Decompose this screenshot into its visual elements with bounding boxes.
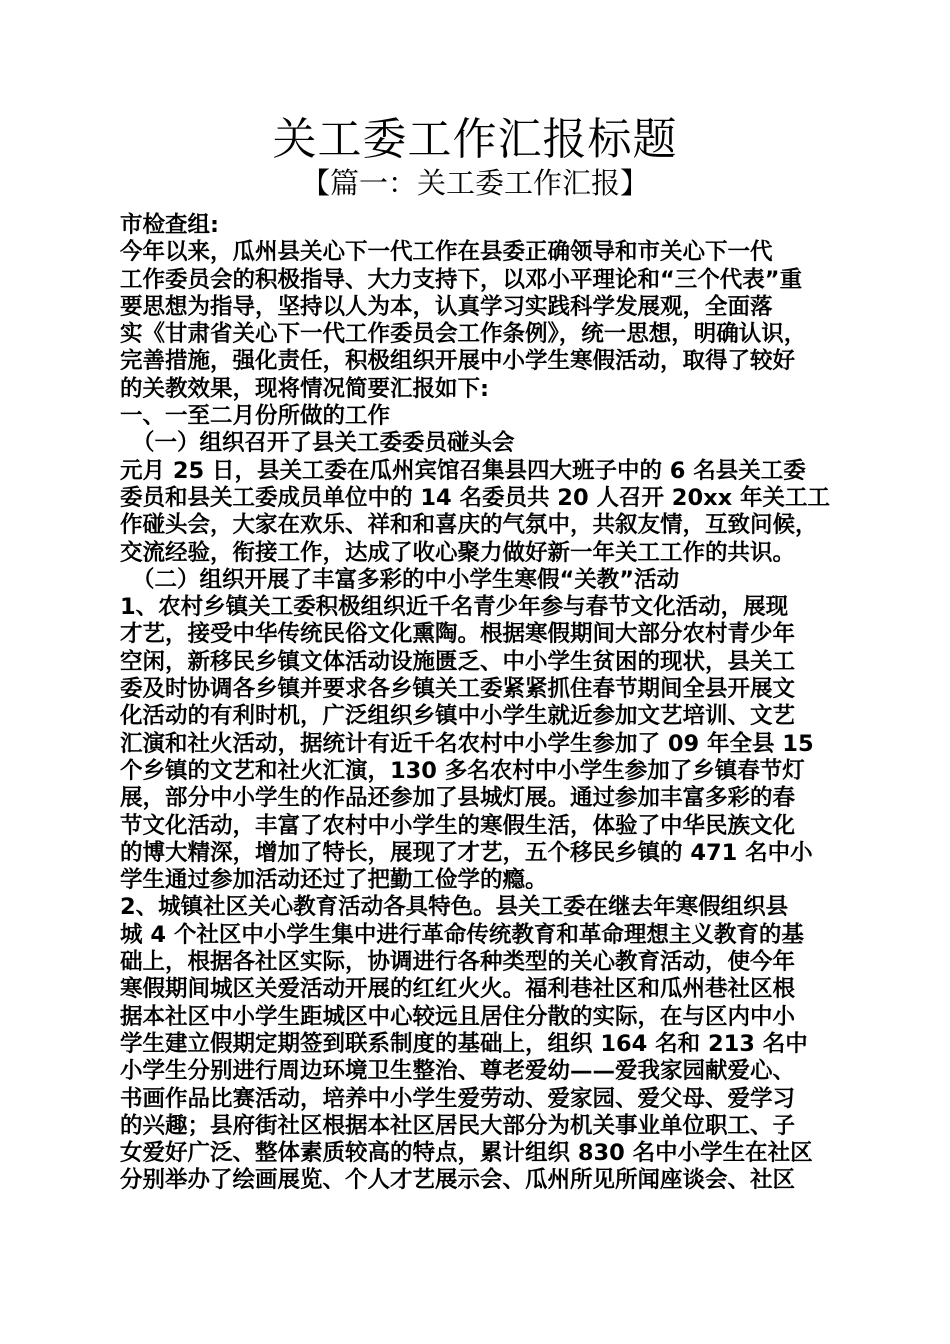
text-line: 1、农村乡镇关工委积极组织近千名青少年参与春节文化活动，展现 [120, 594, 789, 621]
text-line: 的关教效果，现将情况简要汇报如下: [120, 375, 489, 402]
text-line: 学生建立假期定期签到联系制度的基础上，组织 164 名和 213 名中 [120, 1030, 808, 1057]
text-line: 化活动的有利时机，广泛组织乡镇中小学生就近参加文艺培训、文艺 [120, 703, 796, 730]
document-title: 关工委工作汇报标题 [272, 114, 678, 165]
document-body [116, 212, 836, 1195]
text-line: 完善措施，强化责任，积极组织开展中小学生寒假活动，取得了较好 [120, 348, 796, 375]
text-line: 女爱好广泛、整体素质较高的特点，累计组织 830 名中小学生在社区 [120, 1140, 813, 1167]
text-line: 城 4 个社区中小学生集中进行革命传统教育和革命理想主义教育的基 [120, 921, 804, 948]
text-line: 的博大精深，增加了特长，展现了才艺，五个移民乡镇的 471 名中小 [120, 839, 813, 866]
text-line: 才艺，接受中华传统民俗文化熏陶。根据寒假期间大部分农村青少年 [120, 621, 796, 648]
text-line: 今年以来，瓜州县关心下一代工作在县委正确领导和市关心下一代 [120, 239, 773, 266]
text-line: 节文化活动，丰富了农村中小学生的寒假生活，体验了中华民族文化 [120, 812, 796, 839]
text-line: 2、城镇社区关心教育活动各具特色。县关工委在继去年寒假组织县 [120, 894, 789, 921]
text-line: 交流经验，衔接工作，达成了收心聚力做好新一年关工工作的共识。 [120, 539, 796, 566]
text-line: 寒假期间城区关爱活动开展的红红火火。福利巷社区和瓜州巷社区根 [120, 976, 796, 1003]
text-line: 空闲，新移民乡镇文体活动设施匮乏、中小学生贫困的现状，县关工 [120, 648, 796, 675]
text-line: 书画作品比赛活动，培养中小学生爱劳动、爱家园、爱父母、爱学习 [120, 1085, 796, 1112]
text-line: 要思想为指导，坚持以人为本，认真学习实践科学发展观，全面落 [120, 293, 773, 320]
document-subtitle: 【篇一：关工委工作汇报】 [300, 166, 649, 200]
text-line: 委及时协调各乡镇并要求各乡镇关工委紧紧抓住春节期间全县开展文 [120, 676, 796, 703]
text-line: 小学生分别进行周边环境卫生整治、尊老爱幼——爱我家园献爱心、 [120, 1058, 796, 1085]
text-line: （二）组织开展了丰富多彩的中小学生寒假“关教”活动 [132, 566, 680, 593]
text-line: 委员和县关工委成员单位中的 14 名委员共 20 人召开 20xx 年关工工 [120, 484, 830, 511]
text-line: 实《甘肃省关心下一代工作委员会工作条例》，统一思想，明确认识， [120, 321, 807, 348]
text-line: 元月 25 日，县关工委在瓜州宾馆召集县四大班子中的 6 名县关工委 [120, 457, 806, 484]
text-line: 市检查组: [120, 212, 219, 238]
text-line: 展，部分中小学生的作品还参加了县城灯展。通过参加丰富多彩的春 [120, 785, 796, 812]
text-line: 汇演和社火活动，据统计有近千名农村中小学生参加了 09 年全县 15 [120, 730, 814, 757]
text-line: 一、一至二月份所做的工作 [120, 403, 391, 430]
text-line: 的兴趣；县府街社区根据本社区居民大部分为机关事业单位职工、子 [120, 1112, 796, 1139]
text-line: 学生通过参加活动还过了把勤工俭学的瘾。 [120, 867, 548, 894]
text-line: 础上，根据各社区实际，协调进行各种类型的关心教育活动，使今年 [120, 949, 796, 976]
text-line: （一）组织召开了县关工委委员碰头会 [132, 430, 515, 457]
text-line: 工作委员会的积极指导、大力支持下，以邓小平理论和“三个代表”重 [120, 266, 803, 293]
text-line: 据本社区中小学生距城区中心较远且居住分散的实际，在与区内中小 [120, 1003, 796, 1030]
text-line: 个乡镇的文艺和社火汇演，130 多名农村中小学生参加了乡镇春节灯 [120, 757, 805, 784]
text-line: 作碰头会，大家在欢乐、祥和和喜庆的气氛中，共叙友情，互致问候， [120, 512, 818, 539]
text-line: 分别举办了绘画展览、个人才艺展示会、瓜州所见所闻座谈会、社区 [120, 1167, 796, 1194]
